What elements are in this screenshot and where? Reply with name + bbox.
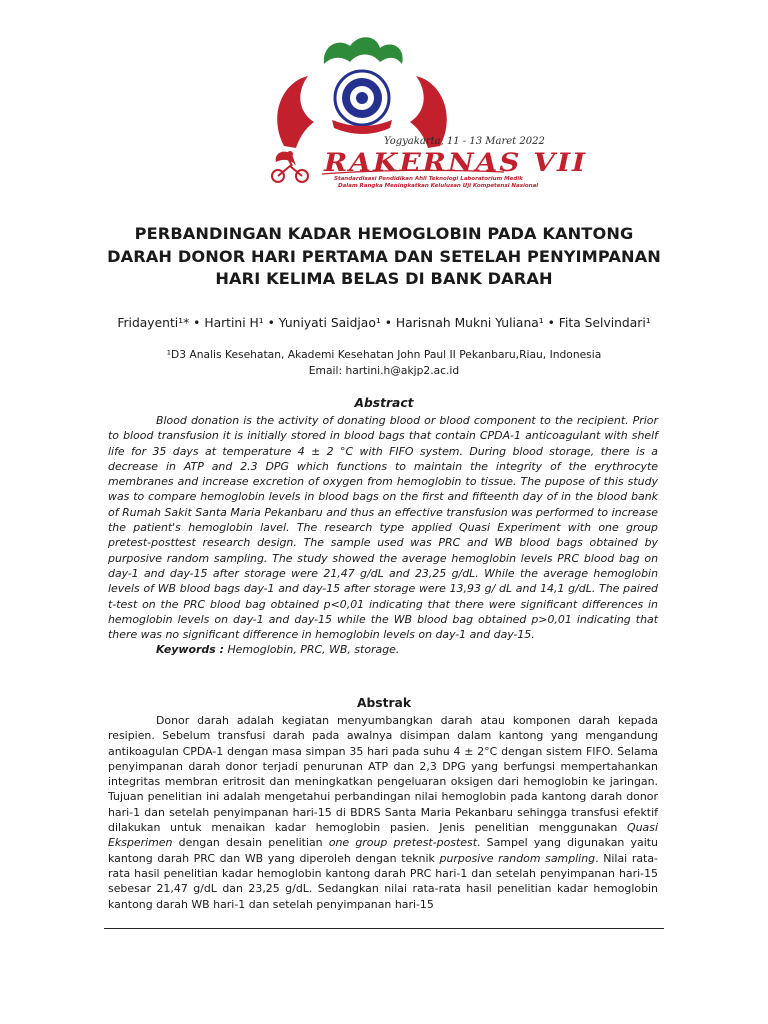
abstrak-italic-1: Quasi Eksperimen <box>108 821 658 850</box>
conference-logo <box>262 36 588 196</box>
footer-rule <box>104 928 664 929</box>
keywords-line <box>108 642 658 657</box>
abstract-english <box>108 413 658 658</box>
abstrak-italic-2: one group pretest-postest <box>328 836 477 850</box>
abstrak-body <box>108 713 658 912</box>
abstrak-heading: Abstrak <box>356 696 412 710</box>
abstrak-text-2: dengan desain penelitian <box>172 836 329 850</box>
event-date: Yogyakarta, 11 - 13 Maret 2022 <box>384 136 545 147</box>
abstrak-text-4: . Nilai rata-rata hasil penelitian kadar hemoglobin kantong darah PRC hari-1 dan setelah penyimpanan hari-15 sebesar 21,47 g/dL dan 23,25 g/dL. Sedangkan nilai rata-rata hasil penelitian kadar hemoglobin kantong darah WB hari-1 dan setelah penyimpanan hari-15 <box>108 851 658 911</box>
author-list: Fridayenti¹* • Hartini H¹ • Yuniyati Saidjao¹ • Harisnah Mukni Yuliana¹ • Fita Selvindari¹ <box>117 316 651 330</box>
corresponding-email: Email: hartini.h@akjp2.ac.id <box>308 363 460 377</box>
keywords-label: Keywords : <box>156 643 224 657</box>
abstract-heading: Abstract <box>354 396 414 410</box>
abstrak-italic-3: purposive random sampling <box>439 851 596 865</box>
abstrak-text-3: . Sampel yang digunakan yaitu kantong darah PRC dan WB yang diperoleh dengan teknik <box>108 836 658 865</box>
keywords-values: Hemoglobin, PRC, WB, storage. <box>223 643 400 657</box>
abstrak-text-1: Donor darah adalah kegiatan menyumbangkan darah atau komponen darah kepada resipien. Sebelum transfusi darah pada awalnya disimpan dalam kantong yang mengandung antikoagulan CPDA-1 dengan masa simpan 35 hari pada suhu 4 ± 2°C dengan sistem FIFO. Selama penyimpanan darah donor terjadi penurunan ATP dan 2,3 DPG yang berfungsi mempertahankan integritas membran eritrosit dan meningkatkan pengeluaran oksigen dari hemoglobin ke jaringan. Tujuan penelitian ini adalah mengetahui perbandingan nilai hemoglobin pada kantong darah donor hari-1 dan setelah penyimpanan hari-15 di BDRS Santa Maria Pekanbaru sehingga transfusi efektif dilakukan untuk menaikan kadar hemoglobin pasien. Jenis penelitian menggunakan <box>108 714 658 835</box>
event-name: RAKERNAS VII <box>324 147 588 178</box>
abstract-indonesian <box>108 713 658 912</box>
abstract-body: Blood donation is the activity of donating blood or blood component to the recipient. Prior to blood transfusion it is initially stored in blood bags that contain CPDA-1 anticoagulant with shelf life for 35 days at temperature 4 ± 2 °C with FIFO system. During blood storage, there is a decrease in ATP and 2.3 DPG which functions to maintain the integrity of the erythrocyte membranes and increase excretion of oxygen from hemoglobin to tissue. The pupose of this study was to compare hemoglobin levels in blood bags on the first and fifteenth day of in the blood bank of Rumah Sakit Santa Maria Pekanbaru and thus an effective transfusion was performed to increase the patient's hemoglobin lavel. The research type applied Quasi Experiment with one group pretest-posttest research design. The sample used was PRC and WB blood bags obtained by purposive random sampling. The study showed the average hemoglobin levels PRC blood bag on day-1 and day-15 after storage were 21,47 g/dL and 23,25 g/dL. While the average hemoglobin levels of WB blood bags day-1 and day-15 after storage were 13,93 g/ dL and 14,1 g/dL. The paired t-test on the PRC blood bag obtained p<0,01 indicating that there were significant differences in hemoglobin levels on day-1 and day-15 while the WB blood bag obtained p>0,01 indicating that there was no significant difference in hemoglobin levels on day-1 and day-15. <box>108 414 658 642</box>
event-tagline-1: Standardisasi Pendidikan Ahli Teknologi Laboratorium Medik <box>334 176 523 182</box>
affiliation-block <box>100 347 668 378</box>
affiliation: ¹D3 Analis Kesehatan, Akademi Kesehatan John Paul II Pekanbaru,Riau, Indonesia <box>166 348 602 361</box>
paper-title: PERBANDINGAN KADAR HEMOGLOBIN PADA KANTONG DARAH DONOR HARI PERTAMA DAN SETELAH PENYIMPANAN HARI KELIMA BELAS DI BANK DARAH <box>107 224 661 288</box>
event-tagline-2: Dalam Rangka Meningkatkan Kelulusan Uji Kompetensi Nasional <box>338 183 539 189</box>
